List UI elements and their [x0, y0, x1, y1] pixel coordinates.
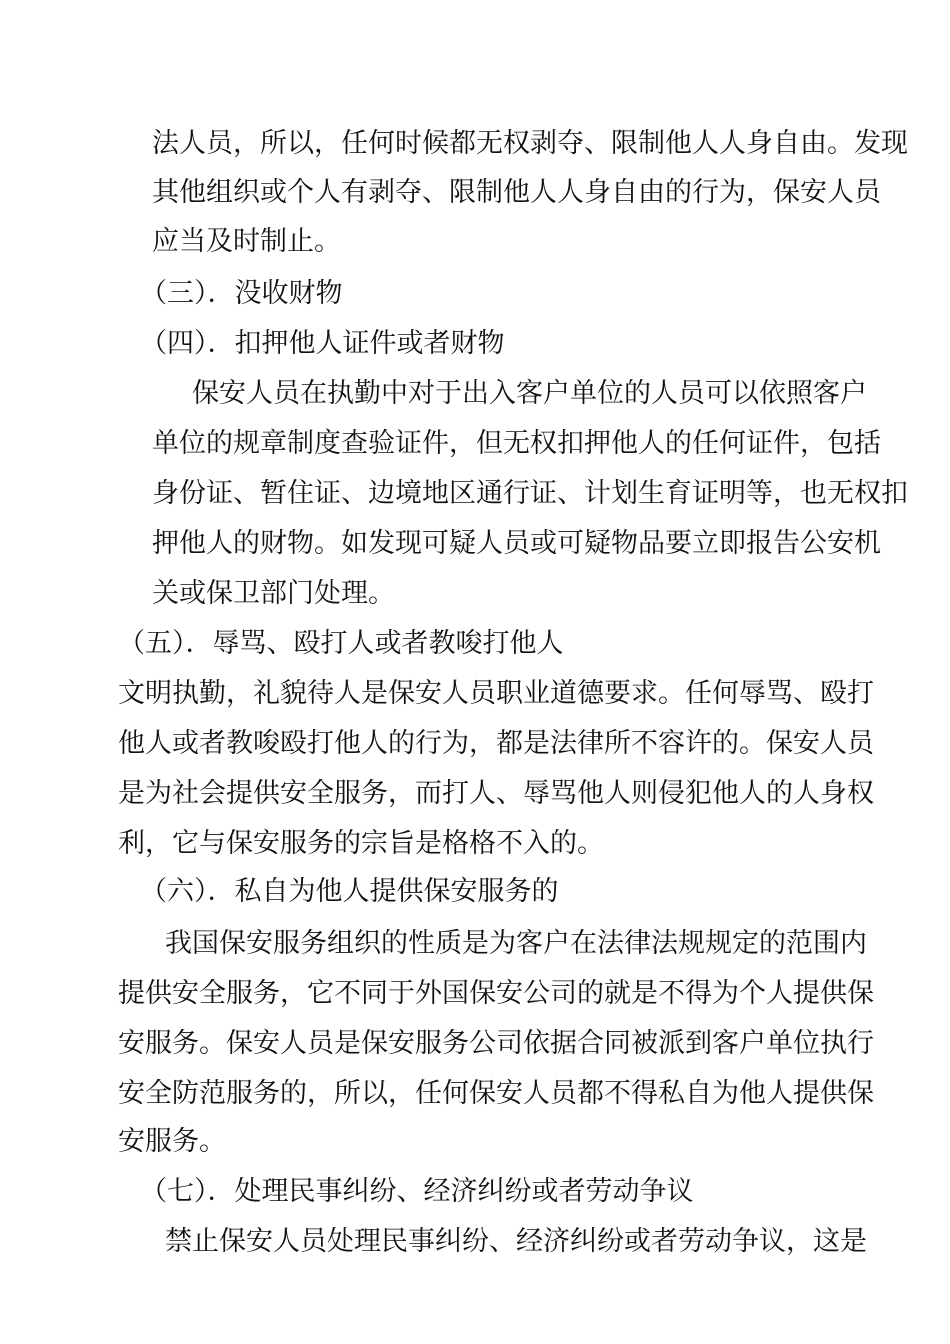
text-line: 文明执勤，礼貌待人是保安人员职业道德要求。任何辱骂、殴打: [118, 678, 874, 709]
text-line: 应当及时制止。: [152, 226, 341, 257]
text-line: 他人或者教唆殴打他人的行为，都是法律所不容许的。保安人员: [118, 728, 874, 759]
text-line: 我国保安服务组织的性质是为客户在法律法规规定的范围内: [165, 928, 867, 959]
text-line: 其他组织或个人有剥夺、限制他人人身自由的行为，保安人员: [152, 177, 881, 208]
text-line: 安全防范服务的，所以，任何保安人员都不得私自为他人提供保: [118, 1078, 874, 1109]
section-heading: （五）．辱骂、殴打人或者教唆打他人: [118, 628, 564, 659]
text-line: 关或保卫部门处理。: [152, 578, 395, 609]
text-line: 身份证、暂住证、边境地区通行证、计划生育证明等，也无权扣: [152, 478, 908, 509]
text-line: 禁止保安人员处理民事纠纷、经济纠纷或者劳动争议，这是: [165, 1226, 867, 1257]
text-line: 押他人的财物。如发现可疑人员或可疑物品要立即报告公安机: [152, 528, 881, 559]
section-heading: （七）．处理民事纠纷、经济纠纷或者劳动争议: [140, 1176, 694, 1207]
text-line: 安服务。: [118, 1126, 226, 1157]
text-line: 是为社会提供安全服务，而打人、辱骂他人则侵犯他人的人身权: [118, 778, 874, 809]
text-line: 提供安全服务，它不同于外国保安公司的就是不得为个人提供保: [118, 978, 874, 1009]
text-line: 安服务。保安人员是保安服务公司依据合同被派到客户单位执行: [118, 1028, 874, 1059]
section-heading: （四）．扣押他人证件或者财物: [140, 328, 505, 359]
section-heading: （六）．私自为他人提供保安服务的: [140, 876, 559, 907]
text-line: 单位的规章制度查验证件，但无权扣押他人的任何证件，包括: [152, 428, 881, 459]
text-line: 法人员，所以，任何时候都无权剥夺、限制他人人身自由。发现: [152, 128, 908, 159]
text-line: 保安人员在执勤中对于出入客户单位的人员可以依照客户: [192, 378, 867, 409]
text-line: 利，它与保安服务的宗旨是格格不入的。: [118, 828, 604, 859]
section-heading: （三）．没收财物: [140, 278, 343, 309]
